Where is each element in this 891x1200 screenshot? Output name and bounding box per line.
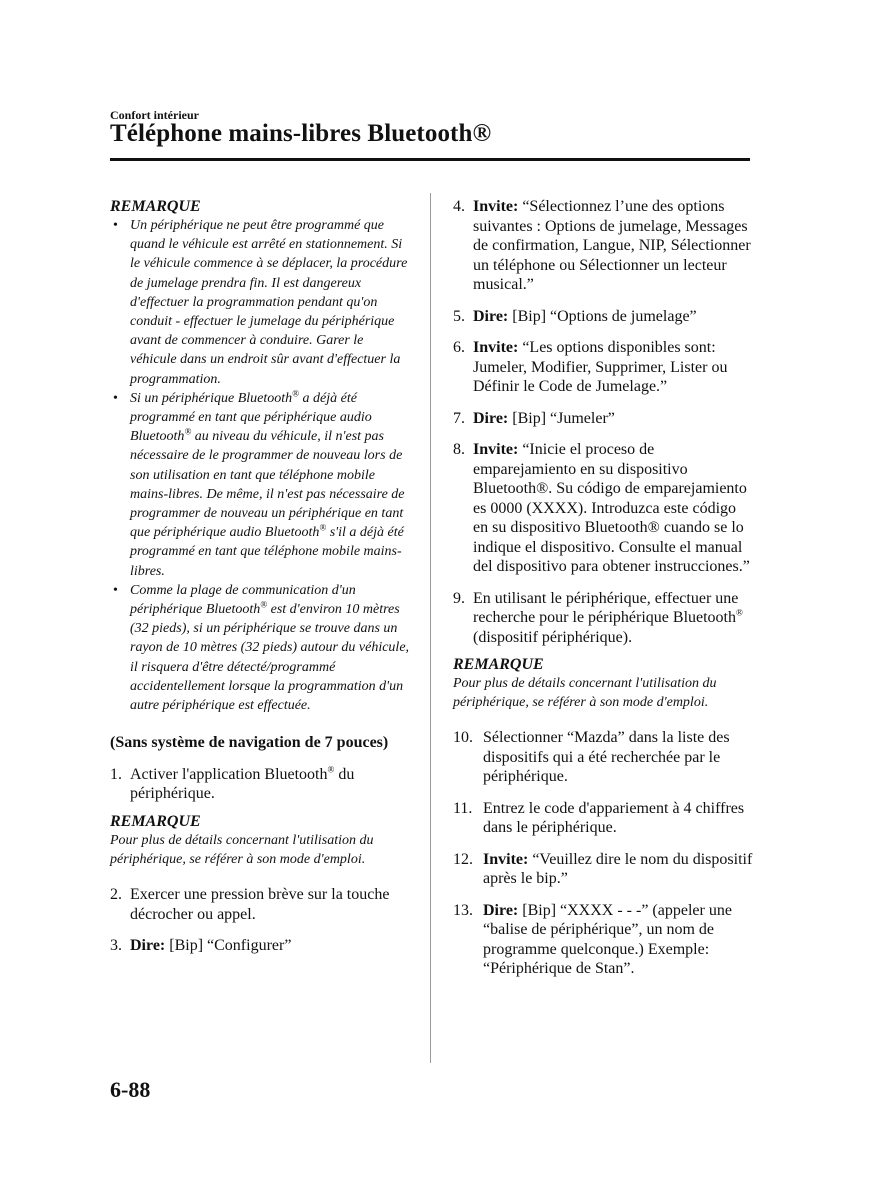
- list-item: [110, 389, 410, 581]
- step-text: Exercer une pression brève sur la touche décrocher ou appel.: [130, 886, 390, 923]
- step-11: [453, 799, 753, 838]
- step-number: 5.: [453, 307, 465, 325]
- step-text: En utilisant le périphérique, effectuer une recherche pour le périphérique Bluetooth: [473, 589, 739, 626]
- bullet-icon: •: [113, 218, 118, 233]
- note-title: REMARQUE: [453, 656, 544, 673]
- step-label: Invite:: [483, 850, 529, 868]
- step-number: 3.: [110, 937, 122, 955]
- step-3: [110, 936, 410, 956]
- sub-heading: (Sans système de navigation de 7 pouces): [110, 734, 389, 752]
- bullet-icon: •: [113, 390, 118, 406]
- step-number: 13.: [453, 901, 473, 919]
- step-label: Dire:: [473, 307, 509, 325]
- bullet-icon: •: [113, 582, 118, 598]
- list-item: [110, 216, 410, 389]
- bullet-text: a déjà été programmé en tant que périphérique audio Bluetooth: [130, 390, 372, 445]
- step-1: [110, 765, 410, 804]
- step-7: [453, 409, 753, 429]
- step-text: Activer l'application Bluetooth: [130, 765, 328, 783]
- column-divider: [430, 193, 431, 1063]
- step-10: [453, 728, 753, 787]
- step-text: [Bip] “XXXX - - -” (appeler une “balise de périphérique”, un nom de programme quelconque.) Exemple: “Périphérique de Stan”.: [483, 901, 732, 978]
- registered-mark: ®: [327, 764, 335, 775]
- left-column: [110, 197, 410, 956]
- note-text: Pour plus de détails concernant l'utilisation du périphérique, se référer à son mode d'emploi.: [453, 676, 717, 711]
- step-text: “Les options disponibles sont: Jumeler, Modifier, Supprimer, Lister ou Définir le Code de Jumelage.”: [473, 339, 728, 395]
- step-text: [Bip] “Options de jumelage”: [508, 307, 697, 325]
- step-text: “Veuillez dire le nom du dispositif après le bip.”: [483, 850, 753, 888]
- page-title: Téléphone mains-libres Bluetooth®: [110, 120, 492, 147]
- registered-mark: ®: [736, 607, 743, 618]
- step-9: [453, 589, 753, 648]
- step-label: Dire:: [130, 937, 166, 955]
- step-12: [453, 850, 753, 889]
- bullet-text: s'il a déjà été programmé en tant que téléphone mobile mains-libres.: [130, 525, 404, 579]
- bullet-text: au niveau du véhicule, il n'est pas nécessaire de le programmer de nouveau lors de son utilisation en tant que téléphone mobile mains-libres. De même, il n'est pas nécessaire de programmer de nouveau un périphérique en tant que périphérique audio Bluetooth: [130, 429, 405, 541]
- step-text: “Inicie el proceso de emparejamiento en su dispositivo Bluetooth®. Su código de emparejamiento es 0000 (XXXX). Introduzca este código en su dispositivo Bluetooth® cuando se lo indique el dispositivo. Consulte el manual del dispositivo para obtener instrucciones.”: [473, 441, 750, 575]
- bullet-text: Comme la plage de communication d'un périphérique Bluetooth: [130, 582, 356, 618]
- step-number: 8.: [453, 441, 465, 458]
- step-text: (dispositif périphérique).: [473, 628, 633, 646]
- step-text: [Bip] “Configurer”: [165, 937, 292, 955]
- step-8: [453, 440, 753, 577]
- list-item: [110, 581, 410, 715]
- registered-mark: ®: [319, 522, 327, 533]
- registered-mark: ®: [260, 599, 268, 610]
- step-text: [Bip] “Jumeler”: [508, 409, 615, 427]
- step-label: Dire:: [483, 901, 519, 919]
- step-text: du périphérique.: [130, 765, 355, 803]
- page-number: 6-88: [110, 1077, 151, 1102]
- bullet-text: Si un périphérique Bluetooth: [130, 390, 293, 406]
- section-label: Confort intérieur: [110, 108, 199, 122]
- step-6: [453, 338, 753, 397]
- step-text: Sélectionner “Mazda” dans la liste des dispositifs qui a été recherchée par le périphérique.: [483, 729, 730, 786]
- step-number: 10.: [453, 729, 473, 747]
- step-number: 6.: [453, 339, 465, 356]
- step-label: Invite:: [473, 198, 519, 215]
- step-number: 4.: [453, 198, 465, 215]
- step-5: [453, 307, 753, 327]
- note-bullets: [110, 216, 410, 715]
- step-label: Dire:: [473, 409, 509, 427]
- note-text: Pour plus de détails concernant l'utilisation du périphérique, se référer à son mode d'emploi.: [110, 832, 374, 867]
- right-column: [453, 197, 753, 979]
- registered-mark: ®: [292, 388, 299, 399]
- title-rule: [110, 158, 750, 161]
- note-title: REMARQUE: [110, 812, 201, 830]
- step-number: 2.: [110, 886, 122, 904]
- step-13: [453, 901, 753, 979]
- registered-mark: ®: [184, 426, 192, 437]
- step-text: Entrez le code d'appariement à 4 chiffres dans le périphérique.: [483, 799, 745, 837]
- step-4: [453, 197, 753, 295]
- step-number: 11.: [453, 799, 473, 817]
- step-label: Invite:: [473, 441, 519, 458]
- step-2: [110, 885, 410, 924]
- step-number: 9.: [453, 589, 465, 607]
- step-number: 12.: [453, 850, 473, 868]
- step-text: “Sélectionnez l’une des options suivantes : Options de jumelage, Messages de confirmation, Langue, NIP, Sélectionner un téléphone ou Sélectionner un lecteur musical.”: [473, 198, 751, 293]
- bullet-text: Un périphérique ne peut être programmé que quand le véhicule est arrêté en stationnement. Si le véhicule commence à se déplacer, la procédure de jumelage prendra fin. Il est dangereux d'effectuer la programmation pendant qu'on conduit - effectuer le jumelage du périphérique avant de commencer à conduire. Garer le véhicule dans un endroit sûr avant d'effectuer la programmation.: [130, 218, 408, 387]
- bullet-text: est d'environ 10 mètres (32 pieds), si un périphérique se trouve dans un rayon de 10 mètres (32 pieds) autour du véhicule, il risquera d'être détecté/programmé accidentellement lorsque la programmation d'un autre périphérique est effectuée.: [130, 602, 410, 714]
- note-title: REMARQUE: [110, 198, 201, 215]
- step-number: 7.: [453, 409, 465, 427]
- step-number: 1.: [110, 765, 122, 783]
- step-label: Invite:: [473, 339, 519, 356]
